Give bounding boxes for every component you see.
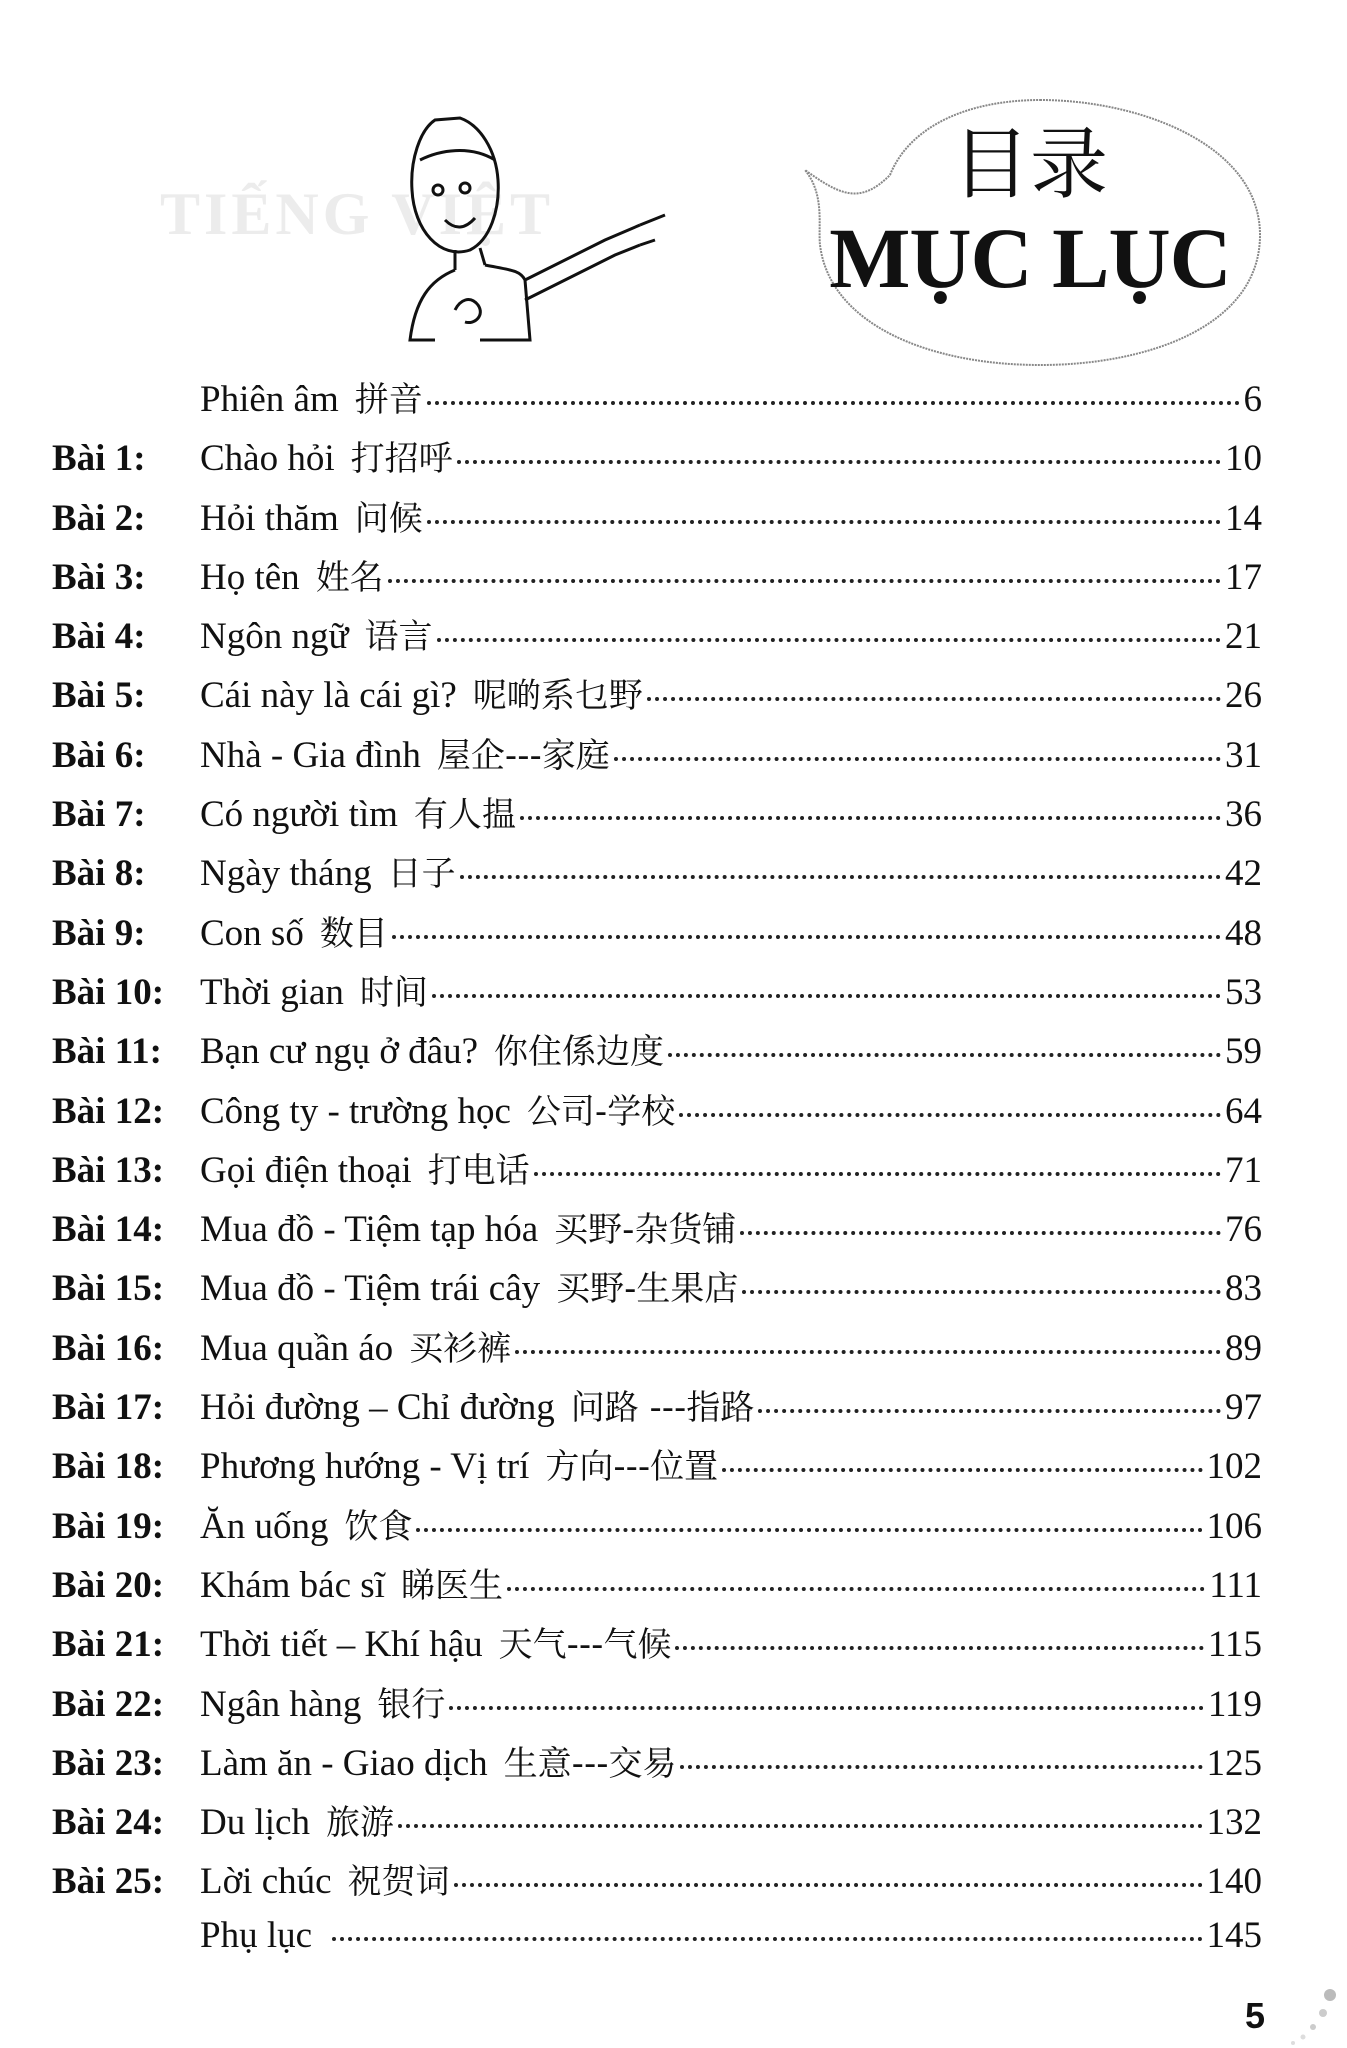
toc-row[interactable]	[52, 491, 1262, 550]
page-ref: 71	[1225, 1149, 1262, 1191]
lesson-title-cn: 时间	[359, 972, 428, 1013]
lesson-number: Bài 22:	[52, 1683, 165, 1725]
dot-leader	[437, 638, 1221, 642]
lesson-title: Chào hỏi	[200, 438, 335, 480]
lesson-number: Bài 7:	[52, 794, 146, 836]
lesson-title: Mua đồ - Tiệm trái cây	[200, 1268, 541, 1310]
page-ref: 59	[1225, 1031, 1262, 1073]
dot-leader	[392, 935, 1221, 939]
dot-leader	[515, 1350, 1221, 1354]
dot-leader	[507, 1587, 1205, 1591]
dot-leader	[680, 1765, 1202, 1769]
lesson-title-cn: 买衫裤	[409, 1328, 512, 1369]
lesson-number: Bài 11:	[52, 1031, 162, 1073]
lesson-number: Bài 25:	[52, 1861, 165, 1903]
page-ref: 119	[1207, 1683, 1262, 1725]
page-ref: 89	[1225, 1327, 1262, 1369]
lesson-title-cn: 问路 ---指路	[570, 1388, 755, 1429]
lesson-number: Bài 9:	[52, 912, 146, 954]
lesson-title-cn: 你住係边度	[494, 1032, 664, 1073]
lesson-title: Làm ăn - Giao dịch	[200, 1742, 488, 1784]
title-vietnamese: MỤC LỤC	[829, 210, 1231, 306]
lesson-title-cn: 公司-学校	[526, 1091, 676, 1132]
lesson-title-cn: 语言	[364, 617, 433, 658]
lesson-number: Bài 15:	[52, 1268, 165, 1310]
page-ref: 42	[1225, 853, 1262, 895]
decorative-dots-icon	[1275, 1985, 1345, 2045]
bleed-through-text: TIẾNG VIỆT	[160, 181, 555, 247]
dot-leader	[449, 1706, 1204, 1710]
toc-row[interactable]	[52, 1558, 1262, 1617]
lesson-title: Cái này là cái gì?	[200, 675, 457, 717]
lesson-title: Phụ lục	[200, 1914, 313, 1956]
toc-row[interactable]	[52, 1617, 1262, 1676]
lesson-title: Có người tìm	[200, 794, 398, 836]
dot-leader	[614, 757, 1221, 761]
title-chinese: 目录	[951, 120, 1108, 210]
lesson-title: Ngôn ngữ	[200, 616, 349, 658]
lesson-title-cn: 日子	[387, 854, 456, 895]
page-ref: 36	[1225, 794, 1262, 836]
toc-row[interactable]	[52, 550, 1262, 609]
page-ref: 64	[1225, 1090, 1262, 1132]
page-ref: 17	[1225, 556, 1262, 598]
page-ref: 76	[1225, 1209, 1262, 1251]
lesson-title: Hỏi đường – Chỉ đường	[200, 1387, 555, 1429]
lesson-title: Ngân hàng	[200, 1683, 362, 1725]
dot-leader	[668, 1053, 1221, 1057]
toc-row[interactable]	[52, 1321, 1262, 1380]
lesson-title-cn: 买野-生果店	[556, 1269, 739, 1310]
page-ref: 53	[1225, 971, 1262, 1013]
toc-row[interactable]	[52, 1143, 1262, 1202]
toc-row[interactable]	[52, 1439, 1262, 1498]
page-ref: 140	[1206, 1861, 1262, 1903]
lesson-title: Họ tên	[200, 556, 300, 598]
lesson-title-cn: 呢啲系乜野	[472, 676, 643, 717]
dot-leader	[427, 520, 1221, 524]
lesson-title: Du lịch	[200, 1802, 310, 1844]
lesson-title-cn: 打电话	[427, 1150, 530, 1191]
lesson-title: Gọi điện thoại	[200, 1149, 412, 1191]
lesson-title: Thời gian	[200, 971, 344, 1013]
page-ref: 125	[1206, 1742, 1262, 1784]
lesson-number: Bài 24:	[52, 1802, 165, 1844]
page-ref: 145	[1206, 1914, 1262, 1956]
dot-leader	[679, 1113, 1221, 1117]
lesson-number: Bài 18:	[52, 1446, 165, 1488]
toc-row[interactable]	[52, 1795, 1262, 1854]
toc-row[interactable]	[52, 1202, 1262, 1261]
dot-leader	[742, 1290, 1221, 1294]
lesson-number: Bài 10:	[52, 971, 165, 1013]
page-ref: 115	[1207, 1624, 1262, 1666]
page-ref: 14	[1225, 497, 1262, 539]
lesson-number: Bài 4:	[52, 616, 146, 658]
lesson-title: Con số	[200, 912, 304, 954]
dot-leader	[460, 875, 1221, 879]
toc-row[interactable]	[52, 965, 1262, 1024]
dot-leader	[758, 1409, 1221, 1413]
lesson-title: Thời tiết – Khí hậu	[200, 1624, 483, 1666]
toc-row[interactable]	[52, 1499, 1262, 1558]
lesson-title-cn: 生意---交易	[503, 1743, 677, 1784]
lesson-number: Bài 1:	[52, 438, 146, 480]
dot-leader	[454, 1883, 1203, 1887]
toc-row[interactable]	[52, 1380, 1262, 1439]
lesson-title-cn: 天气---气候	[498, 1625, 672, 1666]
lesson-title-cn: 睇医生	[400, 1565, 503, 1606]
lesson-number: Bài 5:	[52, 675, 146, 717]
lesson-title-cn: 拼音	[354, 380, 423, 420]
page-ref: 26	[1225, 675, 1262, 717]
page-ref: 48	[1225, 912, 1262, 954]
lesson-number: Bài 19:	[52, 1505, 165, 1547]
page-heading	[800, 120, 1260, 306]
lesson-title: Hỏi thăm	[200, 497, 339, 539]
lesson-title-cn: 数目	[319, 913, 388, 954]
lesson-title: Phiên âm	[200, 379, 339, 420]
toc-row[interactable]	[52, 1677, 1262, 1736]
toc-row[interactable]	[52, 906, 1262, 965]
page-ref: 21	[1225, 616, 1262, 658]
lesson-title: Ăn uống	[200, 1505, 329, 1547]
toc-row[interactable]	[52, 1736, 1262, 1795]
lesson-number: Bài 3:	[52, 556, 146, 598]
lesson-title-cn: 旅游	[325, 1803, 394, 1844]
toc-row[interactable]	[52, 846, 1262, 905]
lesson-number: Bài 14:	[52, 1209, 165, 1251]
lesson-title: Nhà - Gia đình	[200, 734, 421, 776]
dot-leader	[520, 816, 1221, 820]
lesson-title: Công ty - trường học	[200, 1090, 511, 1132]
page-ref: 97	[1225, 1387, 1262, 1429]
toc-row[interactable]	[52, 1854, 1262, 1913]
dot-leader	[388, 579, 1221, 583]
lesson-title-cn: 饮食	[344, 1506, 413, 1547]
toc-row[interactable]	[52, 1024, 1262, 1083]
dot-leader	[722, 1468, 1202, 1472]
dot-leader	[457, 460, 1221, 464]
dot-leader	[332, 1937, 1202, 1941]
lesson-title-cn: 银行	[377, 1684, 446, 1725]
lesson-title-cn: 买野-杂货铺	[554, 1210, 737, 1251]
lesson-title-cn: 祝贺词	[347, 1862, 450, 1903]
page-ref: 6	[1243, 379, 1262, 420]
table-of-contents	[52, 372, 1262, 1973]
lesson-number: Bài 23:	[52, 1742, 165, 1784]
page-number: 5	[1245, 1995, 1266, 2036]
page-ref: 132	[1206, 1802, 1262, 1844]
lesson-number: Bài 6:	[52, 734, 146, 776]
lesson-title-cn: 有人揾	[413, 795, 516, 836]
toc-row[interactable]	[52, 372, 1262, 431]
dot-leader	[534, 1172, 1221, 1176]
lesson-number: Bài 2:	[52, 497, 146, 539]
lesson-title-cn: 问候	[354, 498, 423, 539]
toc-row[interactable]	[52, 431, 1262, 490]
lesson-number: Bài 20:	[52, 1564, 165, 1606]
lesson-number: Bài 8:	[52, 853, 146, 895]
lesson-title-cn: 打招呼	[350, 439, 453, 480]
lesson-number: Bài 16:	[52, 1327, 165, 1369]
page-ref: 83	[1225, 1268, 1262, 1310]
toc-row[interactable]	[52, 1261, 1262, 1320]
lesson-number: Bài 17:	[52, 1387, 165, 1429]
lesson-title: Lời chúc	[200, 1861, 332, 1903]
pointing-man-illustration	[360, 100, 700, 360]
lesson-title: Mua quần áo	[200, 1327, 394, 1369]
lesson-number: Bài 13:	[52, 1149, 165, 1191]
lesson-title: Mua đồ - Tiệm tạp hóa	[200, 1209, 539, 1251]
dot-leader	[398, 1824, 1203, 1828]
dot-leader	[740, 1231, 1221, 1235]
lesson-number: Bài 21:	[52, 1624, 165, 1666]
toc-row[interactable]	[52, 609, 1262, 668]
lesson-title-cn: 姓名	[315, 557, 384, 598]
dot-leader	[647, 697, 1221, 701]
toc-row[interactable]	[52, 668, 1262, 727]
lesson-number: Bài 12:	[52, 1090, 165, 1132]
toc-row[interactable]	[52, 787, 1262, 846]
lesson-title: Ngày tháng	[200, 853, 372, 895]
dot-leader	[427, 401, 1240, 405]
toc-row[interactable]	[52, 1914, 1262, 1973]
lesson-title-cn: 方向---位置	[545, 1447, 719, 1488]
lesson-title: Phương hướng - Vị trí	[200, 1446, 530, 1488]
page-ref: 31	[1225, 734, 1262, 776]
page-ref: 10	[1225, 438, 1262, 480]
dot-leader	[675, 1646, 1203, 1650]
toc-row[interactable]	[52, 1084, 1262, 1143]
page-ref: 111	[1209, 1564, 1262, 1606]
lesson-title: Bạn cư ngụ ở đâu?	[200, 1031, 478, 1073]
page-ref: 106	[1206, 1505, 1262, 1547]
dot-leader	[416, 1528, 1202, 1532]
page-ref: 102	[1206, 1446, 1262, 1488]
toc-row[interactable]	[52, 728, 1262, 787]
dot-leader	[432, 994, 1221, 998]
lesson-title: Khám bác sĩ	[200, 1564, 385, 1606]
lesson-title-cn: 屋企---家庭	[436, 735, 610, 776]
